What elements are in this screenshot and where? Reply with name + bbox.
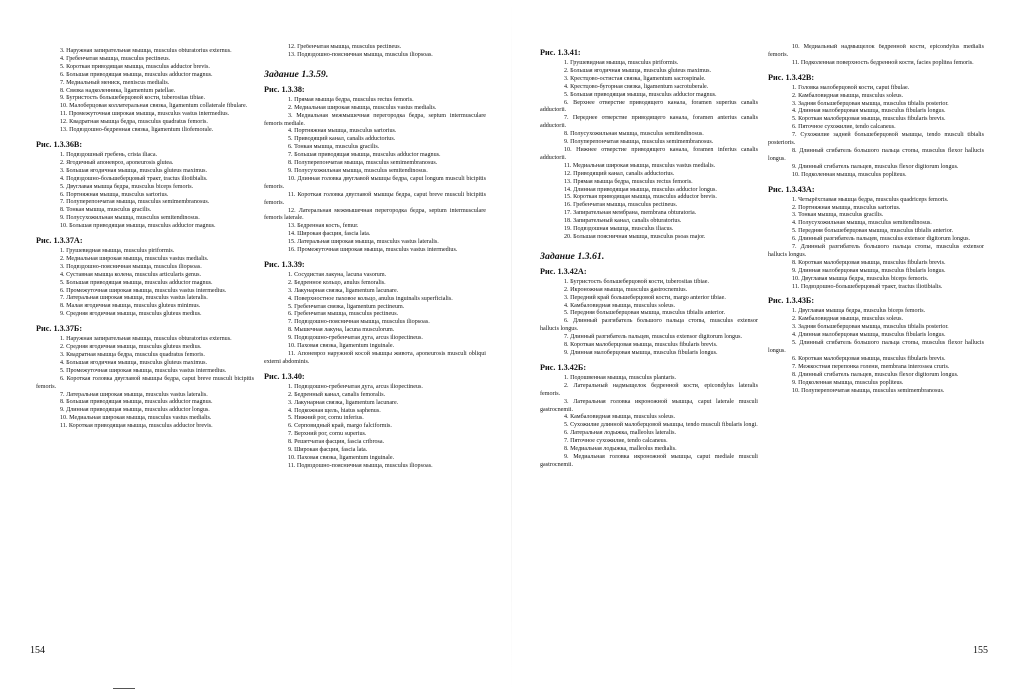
list-item: 4. Подвздошно-большеберцовый тракт, tractus iliotibialis. xyxy=(60,175,208,182)
list-item: 3. Наружная запирательная мышца, musculus obturatorius externus. xyxy=(60,48,232,54)
list-item: 5. Гребенчатая связка, ligamentum pectineum. xyxy=(288,303,405,310)
task-heading: Задание 1.3.61. xyxy=(540,250,605,262)
list-item: 9. Бугристость большеберцовой кости, tuberositas tibiae. xyxy=(60,95,205,102)
list-item: 2. Медиальная широкая мышца, musculus vastus medialis. xyxy=(288,104,437,111)
list-item: 5. Сухожилие длинной малоберцовой мышцы, tendo musculi fibularis longi. xyxy=(564,422,758,429)
list-item: 3. Подвздошно-поясничная мышца, musculus iliopsoas. xyxy=(60,263,202,270)
list-item: 13. Подвздошно-бедренная связка, ligamentum iliofemorale. xyxy=(60,127,214,134)
list-item: 5. Двуглавая мышца бедра, musculus biceps femoris. xyxy=(60,183,194,190)
list-item: 15. Латеральная широкая мышца, musculus vastus lateralis. xyxy=(288,239,439,246)
figure-heading: Рис. 1.3.42В: xyxy=(768,72,815,82)
list-item: 9. Полусухожильная мышца, musculus semitendinosus. xyxy=(60,215,200,222)
footer-rule xyxy=(113,688,135,689)
list-item: 6. Гребенчатая мышца, musculus pectineus. xyxy=(288,311,399,318)
list-item: 8. Полуперепончатая мышца, musculus semimembranosus. xyxy=(288,160,438,167)
list-item: 10. Полуперепончатая мышца, musculus semimembranosus. xyxy=(792,387,945,394)
list-item: 6. Тонкая мышца, musculus gracilis. xyxy=(288,144,380,151)
list-item: 5. Короткая приводящая мышца, musculus adductor brevis. xyxy=(60,63,210,70)
list-item: 10. Нижнее отверстие приводящего канала, foramen inferius canalis adductorii. xyxy=(540,146,758,161)
column-4 xyxy=(768,44,984,395)
list-item: 9. Длинная малоберцовая мышца, musculus fibularis longus. xyxy=(792,267,946,274)
list-item: 14. Широкая фасция, fascia lata. xyxy=(288,231,371,238)
list-item: 2. Средняя ягодичная мышца, musculus gluteus medius. xyxy=(60,344,202,351)
list-item: 2. Бедренное кольцо, anulus femoralis. xyxy=(288,279,386,286)
list-item: 8. Связка надколенника, ligamentum patellae. xyxy=(60,87,176,94)
list-item: 6. Серповидный край, margo falciformis. xyxy=(288,423,392,430)
list-item: 4. Поверхностное паховое кольцо, anulus inguinalis superficialis. xyxy=(288,295,453,302)
list-item: 3. Задняя большеберцовая мышца, musculus tibialis posterior. xyxy=(792,324,949,331)
page-number-left: 154 xyxy=(30,645,45,656)
list-item: 5. Приводящий канал, canalis adductorius. xyxy=(288,136,396,143)
list-item: 8. Большая приводящая мышца, musculus adductor magnus. xyxy=(60,399,213,406)
list-item: 3. Тонкая мышца, musculus gracilis. xyxy=(792,212,884,219)
list-item: 3. Передний край большеберцовой кости, margo anterior tibiae. xyxy=(564,294,726,301)
figure-heading: Рис. 1.3.41: xyxy=(540,48,581,57)
list-item: 8. Малая ягодичная мышца, musculus gluteus minimus. xyxy=(60,303,201,310)
list-item: 5. Передняя большеберцовая мышца, musculus tibialis anterior. xyxy=(564,310,725,317)
list-item: 12. Приводящий канал, canalis adductorius. xyxy=(564,170,675,177)
list-item: 12. Латеральная межмышечная перегородка бедра, septum intermusculare femoris laterale. xyxy=(264,207,486,222)
list-item: 5. Короткая малоберцовая мышца, musculus fibularis brevis. xyxy=(792,116,946,123)
list-item: 5. Большая приводящая мышца, musculus adductor magnus. xyxy=(564,91,717,98)
list-item: 1. Наружная запирательная мышца, musculus obturatorius externus. xyxy=(60,336,232,343)
list-item: 2. Большая ягодичная мышца, musculus gluteus maximus. xyxy=(564,67,712,74)
list-item: 7. Переднее отверстие приводящего канала, foramen anterius canalis adductorii. xyxy=(540,115,758,130)
list-item: 2. Латеральный надмыщелок бедренной кости, epicondylus lateralis femoris. xyxy=(540,382,758,397)
list-item: 2. Камбаловидная мышца, musculus soleus. xyxy=(792,316,904,323)
list-item: 4. Полусухожильная мышца, musculus semitendinosus. xyxy=(792,220,932,227)
list-item: 2. Бедренный канал, canalis femoralis. xyxy=(288,391,386,398)
list-item: 4. Камбаловидная мышца, musculus soleus. xyxy=(564,414,676,421)
list-item: 1. Двуглавая мышца бедра, musculus biceps femoris. xyxy=(792,308,926,315)
list-item: 6. Пяточное сухожилие, tendo calcaneus. xyxy=(792,124,896,131)
list-item: 4. Длинная малоберцовая мышца, musculus fibularis longus. xyxy=(792,108,946,115)
list-item: 8. Мышечная лакуна, lacuna musculorum. xyxy=(288,327,395,334)
list-item: 18. Запирательный канал, canalis obturatorius. xyxy=(564,218,682,225)
list-item: 3. Задняя большеберцовая мышца, musculus tibialis posterior. xyxy=(792,100,949,107)
list-item: 9. Длинный сгибатель пальцев, musculus flexor digitorum longus. xyxy=(792,163,959,170)
column-3 xyxy=(540,48,758,470)
list-item: 11. Короткая приводящая мышца, musculus adductor brevis. xyxy=(60,423,213,430)
list-item: 5. Передняя большеберцовая мышца, musculus tibialis anterior. xyxy=(792,228,953,235)
list-item: 16. Гребенчатая мышца, musculus pectineus. xyxy=(564,202,678,209)
figure-heading: Рис. 1.3.43Б: xyxy=(768,296,815,306)
list-item: 2. Медиальная широкая мышца, musculus vastus medialis. xyxy=(60,255,209,262)
list-item: 12. Квадратная мышца бедра, musculus quadratus femoris. xyxy=(60,119,208,126)
list-item: 8. Тонкая мышца, musculus gracilis. xyxy=(60,207,152,214)
list-item: 10. Малоберцовая коллатеральная связка, ligamentum collaterale fibulare. xyxy=(60,103,248,110)
list-item: 8. Короткая малоберцовая мышца, musculus fibularis brevis. xyxy=(564,342,718,349)
list-item: 13. Прямая мышца бедра, musculus rectus femoris. xyxy=(564,178,693,185)
list-item: 1. Головка малоберцовой кости, caput fibulae. xyxy=(792,84,910,91)
list-item: 13. Подвздошно-поясничная мышца, musculus iliopsoas. xyxy=(288,51,433,58)
list-item: 11. Короткая головка двуглавой мышцы бедра, caput breve musculi bicipitis femoris. xyxy=(264,191,486,206)
list-item: 4. Суставная мышца колена, musculus articularis genus. xyxy=(60,271,202,278)
list-item: 3. Большая ягодичная мышца, musculus gluteus maximus. xyxy=(60,167,208,174)
list-item: 7. Верхний рог, cornu superius. xyxy=(288,431,367,438)
list-item: 14. Длинная приводящая мышца, musculus adductor longus. xyxy=(564,186,717,193)
list-item: 10. Медиальная широкая мышца, musculus vastus medialis. xyxy=(60,415,212,422)
list-item: 7. Большая приводящая мышца, musculus adductor magnus. xyxy=(288,152,441,159)
list-item: 6. Верхнее отверстие приводящего канала, foramen superius canalis adductorii. xyxy=(540,99,758,114)
list-item: 6. Длинный разгибатель пальцев, musculus extensor digitorum longus. xyxy=(792,236,971,243)
list-item: 11. Подвздошно-большеберцовый тракт, tractus iliotibialis. xyxy=(792,283,943,290)
column-2 xyxy=(264,44,486,471)
list-item: 4. Гребенчатая мышца, musculus pectineus. xyxy=(60,55,171,62)
figure-heading: Рис. 1.3.37А: xyxy=(36,236,83,246)
list-item: 19. Подвздошная мышца, musculus iliacus. xyxy=(564,226,674,233)
list-item: 1. Прямая мышца бедра, musculus rectus femoris. xyxy=(288,96,414,103)
list-item: 7. Длинный разгибатель пальцев, musculus extensor digitorum longus. xyxy=(564,334,743,341)
list-item: 7. Пяточное сухожилие, tendo calcaneus. xyxy=(564,438,668,445)
list-item: 6. Большая приводящая мышца, musculus adductor magnus. xyxy=(60,71,213,78)
list-item: 12. Гребенчатая мышца, musculus pectineus. xyxy=(288,44,402,50)
column-1 xyxy=(36,48,254,431)
list-item: 1. Четырёхглавая мышца бедра, musculus quadriceps femoris. xyxy=(792,196,949,203)
list-item: 5. Длинный сгибатель большого пальца стопы, musculus flexor hallucis longus. xyxy=(768,340,984,354)
list-item: 9. Длинная малоберцовая мышца, musculus fibularis longus. xyxy=(564,350,718,356)
list-item: 20. Большая поясничная мышца, musculus psoas major. xyxy=(564,233,706,240)
list-item: 8. Короткая малоберцовая мышца, musculus fibularis brevis. xyxy=(792,259,946,266)
list-item: 8. Длинный сгибатель большого пальца стопы, musculus flexor hallucis longus. xyxy=(768,147,984,162)
list-item: 8. Длинный сгибатель пальцев, musculus flexor digitorum longus. xyxy=(792,371,959,378)
list-item: 11. Апоневроз наружной косой мышцы живота, aponeurosis musculi obliqui externi abdominis. xyxy=(264,351,486,365)
list-item: 10. Большая приводящая мышца, musculus adductor magnus. xyxy=(60,223,216,230)
list-item: 7. Медиальный мениск, meniscus medialis. xyxy=(60,79,170,86)
list-item: 6. Короткая малоберцовая мышца, musculus fibularis brevis. xyxy=(792,355,946,362)
list-item: 1. Подошвенная мышца, musculus plantaris. xyxy=(564,374,677,381)
list-item: 10. Подколенная мышца, musculus popliteus. xyxy=(792,171,907,178)
list-item: 3. Латеральная головка икроножной мышцы, caput laterale musculi gastrocnemii. xyxy=(540,398,758,413)
list-item: 10. Медиальный надмыщелок бедренной кости, epicondylus medialis femoris. xyxy=(768,44,984,58)
list-item: 7. Длинный разгибатель большого пальца стопы, musculus extensor hallucis longus. xyxy=(768,244,984,258)
list-item: 8. Полусухожильная мышца, musculus semitendinosus. xyxy=(564,131,704,138)
list-item: 7. Сухожилие задней большеберцовой мышцы, tendo musculi tibialis posterioris. xyxy=(768,132,984,147)
list-item: 2. Икроножная мышца, musculus gastrocnemius. xyxy=(564,286,688,293)
list-item: 9. Средняя ягодичная мышца, musculus gluteus medius. xyxy=(60,311,202,318)
list-item: 10. Длинная головка двуглавой мышцы бедра, caput longum musculi bicipitis femoris. xyxy=(264,175,486,190)
list-item: 1. Подвздошно-гребенчатая дуга, arcus iliopectineus. xyxy=(288,383,423,390)
list-item: 1. Грушевидная мышца, musculus piriformis. xyxy=(60,248,175,255)
list-item: 2. Портняжная мышца, musculus sartorius. xyxy=(792,204,901,211)
list-item: 11. Подколенная поверхность бедренной кости, facies poplitea femoris. xyxy=(792,59,974,66)
figure-heading: Рис. 1.3.40: xyxy=(264,371,305,381)
figure-heading: Рис. 1.3.43А: xyxy=(768,184,815,194)
list-item: 7. Латеральная широкая мышца, musculus vastus lateralis. xyxy=(60,391,208,398)
list-item: 3. Квадратная мышца бедра, musculus quadratus femoris. xyxy=(60,352,205,358)
page-number-right: 155 xyxy=(973,645,988,656)
list-item: 10. Паховая связка, ligamentum inguinale. xyxy=(288,343,395,350)
list-item: 5. Промежуточная широкая мышца, musculus vastus intermedius. xyxy=(60,367,227,374)
list-item: 9. Подвздошно-гребенчатая дуга, arcus iliopectineus. xyxy=(288,335,423,342)
task-heading: Задание 1.3.59. xyxy=(264,68,329,80)
list-item: 11. Промежуточная широкая мышца, musculus vastus intermedius. xyxy=(60,111,230,118)
list-item: 6. Длинный разгибатель большого пальца стопы, musculus extensor hallucis longus. xyxy=(540,318,758,333)
list-item: 6. Короткая головка двуглавой мышцы бедра, caput breve musculi bicipitis femoris. xyxy=(36,375,254,390)
list-item: 2. Ягодичный апоневроз, aponeurosis glutea. xyxy=(60,159,174,166)
list-item: 9. Полусухожильная мышца, musculus semitendinosus. xyxy=(288,167,428,174)
list-item: 10. Паховая связка, ligamentum inguinale. xyxy=(288,454,395,461)
list-item: 15. Короткая приводящая мышца, musculus adductor brevis. xyxy=(564,194,717,201)
list-item: 2. Камбаловидная мышца, musculus soleus. xyxy=(792,92,904,99)
list-item: 11. Подвздошно-поясничная мышца, musculus iliopsoas. xyxy=(288,462,433,469)
figure-heading: Рис. 1.3.38: xyxy=(264,84,305,94)
list-item: 8. Медиальная лодыжка, malleolus medialis. xyxy=(564,446,677,453)
figure-heading: Рис. 1.3.39: xyxy=(264,259,305,269)
list-item: 4. Портняжная мышца, musculus sartorius. xyxy=(288,128,397,135)
list-item: 5. Нижний рог, cornu inferius. xyxy=(288,415,364,422)
list-item: 16. Промежуточная широкая мышца, musculus vastus intermedius. xyxy=(288,247,458,254)
list-item: 4. Крестцово-бугорная связка, ligamentum sacrotuberale. xyxy=(564,83,709,90)
figure-heading: Рис. 1.3.42Б: xyxy=(540,362,587,372)
list-item: 6. Промежуточная широкая мышца, musculus vastus intermedius. xyxy=(60,287,227,294)
list-item: 7. Межкостная перепонка голени, membrana interossea cruris. xyxy=(792,363,950,370)
list-item: 3. Лакунарная связка, ligamentum lacunare. xyxy=(288,287,399,294)
list-item: 5. Большая приводящая мышца, musculus adductor magnus. xyxy=(60,279,213,286)
list-item: 3. Лакунарная связка, ligamentum lacunare. xyxy=(288,399,399,406)
list-item: 4. Большая ягодичная мышца, musculus gluteus maximus. xyxy=(60,359,208,366)
list-item: 9. Полуперепончатая мышца, musculus semimembranosus. xyxy=(564,139,714,146)
list-item: 13. Бедренная кость, femur. xyxy=(288,223,359,230)
figure-heading: Рис. 1.3.42А: xyxy=(540,266,587,276)
list-item: 17. Запирательная мембрана, membrana obturatoria. xyxy=(564,210,697,217)
figure-heading: Рис. 1.3.36В: xyxy=(36,139,83,149)
list-item: 1. Бугристость большеберцовой кости, tuberositas tibiae. xyxy=(564,278,709,285)
list-item: 1. Сосудистая лакуна, lacuna vasorum. xyxy=(288,271,387,278)
list-item: 9. Подколенная мышца, musculus popliteus. xyxy=(792,379,904,386)
list-item: 3. Крестцово-остистая связка, ligamentum sacrospinale. xyxy=(564,75,706,82)
list-item: 1. Подвздошный гребень, crista iliaca. xyxy=(60,151,158,158)
list-item: 6. Портняжная мышца, musculus sartorius. xyxy=(60,191,169,198)
list-item: 6. Латеральная лодыжка, malleolus lateralis. xyxy=(564,430,677,437)
list-item: 3. Медиальная межмышечная перегородка бедра, septum intermusculare femoris mediale. xyxy=(264,112,486,127)
list-item: 7. Подвздошно-поясничная мышца, musculus iliopsoas. xyxy=(288,319,430,326)
list-item: 1. Грушевидная мышца, musculus piriformis. xyxy=(564,60,679,66)
list-item: 11. Медиальная широкая мышца, musculus vastus medialis. xyxy=(564,162,716,169)
list-item: 9. Медиальная головка икроножной мышцы, caput mediale musculi gastrocnemii. xyxy=(540,453,758,468)
list-item: 4. Камбаловидная мышца, musculus soleus. xyxy=(564,302,676,309)
list-item: 4. Подкожная щель, hiatus saphenus. xyxy=(288,407,381,414)
list-item: 7. Полуперепончатая мышца, musculus semimembranosus. xyxy=(60,199,210,206)
list-item: 4. Длинная малоберцовая мышца, musculus fibularis longus. xyxy=(792,332,946,339)
figure-heading: Рис. 1.3.37Б: xyxy=(36,324,83,334)
list-item: 9. Широкая фасция, fascia lata. xyxy=(288,447,368,454)
list-item: 8. Решетчатая фасция, fascia cribrosa. xyxy=(288,439,385,446)
list-item: 10. Двуглавая мышца бедра, musculus biceps femoris. xyxy=(792,275,929,282)
book-gutter xyxy=(511,0,512,693)
list-item: 9. Длинная приводящая мышца, musculus adductor longus. xyxy=(60,407,210,414)
list-item: 7. Латеральная широкая мышца, musculus vastus lateralis. xyxy=(60,295,208,302)
